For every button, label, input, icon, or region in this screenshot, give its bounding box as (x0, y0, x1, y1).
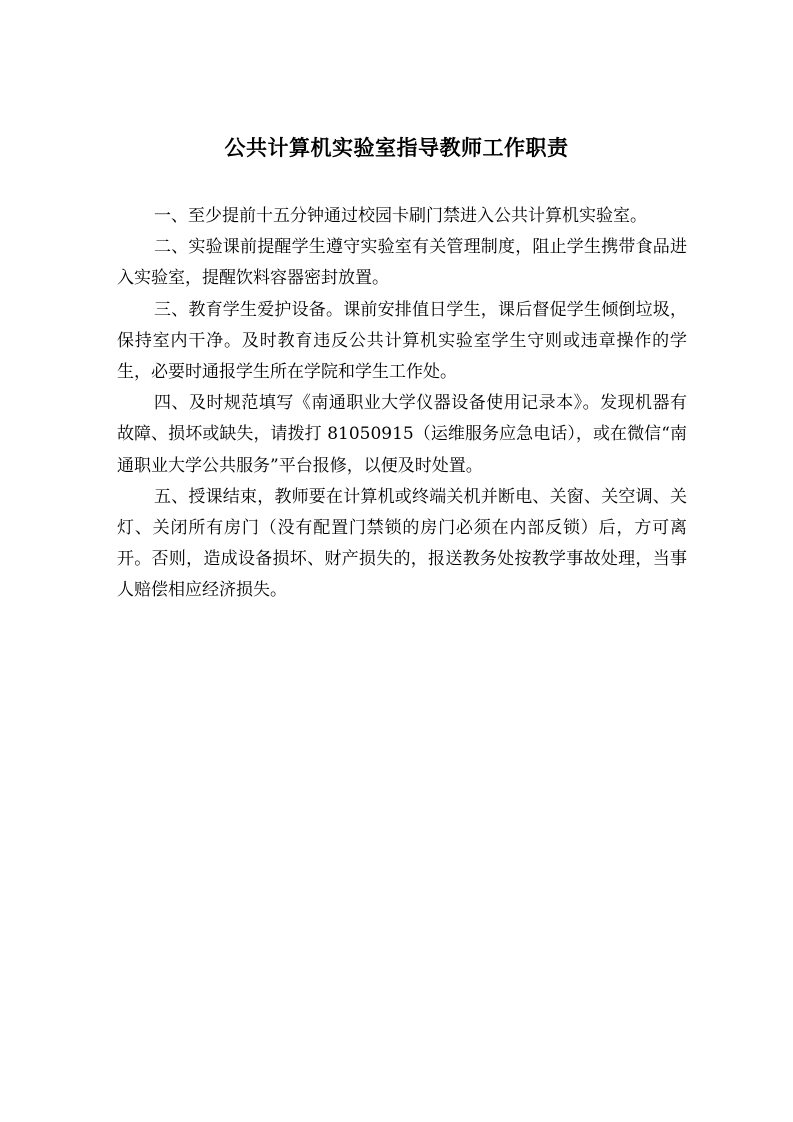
paragraph-5: 五、授课结束，教师要在计算机或终端关机并断电、关窗、关空调、关灯、关闭所有房门（没有配置门禁锁的房门必须在内部反锁）后，方可离开。否则，造成设备损坏、财产损失的，报送教务处按教学事故处理，当事人赔偿相应经济损失。 (117, 486, 687, 601)
paragraph-3: 三、教育学生爱护设备。课前安排值日学生，课后督促学生倾倒垃圾，保持室内干净。及时教育违反公共计算机实验室学生守则或违章操作的学生，必要时通报学生所在学院和学生工作处。 (117, 299, 687, 383)
paragraph-2: 二、实验课前提醒学生遵守实验室有关管理制度，阻止学生携带食品进入实验室，提醒饮料容器密封放置。 (117, 237, 687, 289)
paragraph-1: 一、至少提前十五分钟通过校园卡刷门禁进入公共计算机实验室。 (154, 206, 647, 226)
paragraph-4: 四、及时规范填写《南通职业大学仪器设备使用记录本》。发现机器有故障、损坏或缺失，请拨打 81050915（运维服务应急电话），或在微信“南通职业大学公共服务”平台报修，以便及时处置。 (117, 393, 687, 476)
document-title: 公共计算机实验室指导教师工作职责 (224, 136, 569, 160)
document-body (117, 201, 687, 607)
